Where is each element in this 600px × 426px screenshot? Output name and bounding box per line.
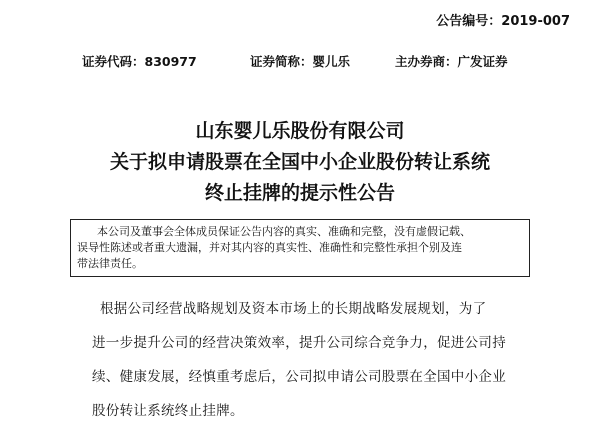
announcement-title-line-1: 关于拟申请股票在全国中小企业股份转让系统 [109,151,490,173]
disclaimer-line: 误导性陈述或者重大遗漏，并对其内容的真实性、准确性和完整性承担个别及连 [77,241,462,254]
body-line: 股份转让系统终止挂牌。 [92,403,244,419]
security-info-line [82,52,522,70]
body-line: 续、健康发展，经慎重考虑后，公司拟申请公司股票在全国中小企业 [92,369,506,385]
body-paragraph [92,292,542,426]
body-line: 进一步提升公司的经营决策效率，提升公司综合竞争力，促进公司持 [92,335,506,351]
announcement-title-line-2: 终止挂牌的提示性公告 [204,182,395,204]
security-code: 证券代码：830977 [82,54,197,69]
notice-number: 公告编号：2019-007 [436,14,570,29]
disclaimer-text [77,224,525,272]
disclaimer-box [70,219,530,277]
body-line: 根据公司经营战略规划及资本市场上的长期战略发展规划，为了 [100,301,487,317]
company-title: 山东婴儿乐股份有限公司 [195,120,405,142]
disclaimer-line: 本公司及董事会全体成员保证公告内容的真实、准确和完整，没有虚假记载、 [97,225,471,238]
disclaimer-line: 带法律责任。 [77,257,143,270]
security-name: 证券简称：婴儿乐 [250,54,351,69]
sponsor-broker: 主办券商：广发证券 [395,54,508,69]
